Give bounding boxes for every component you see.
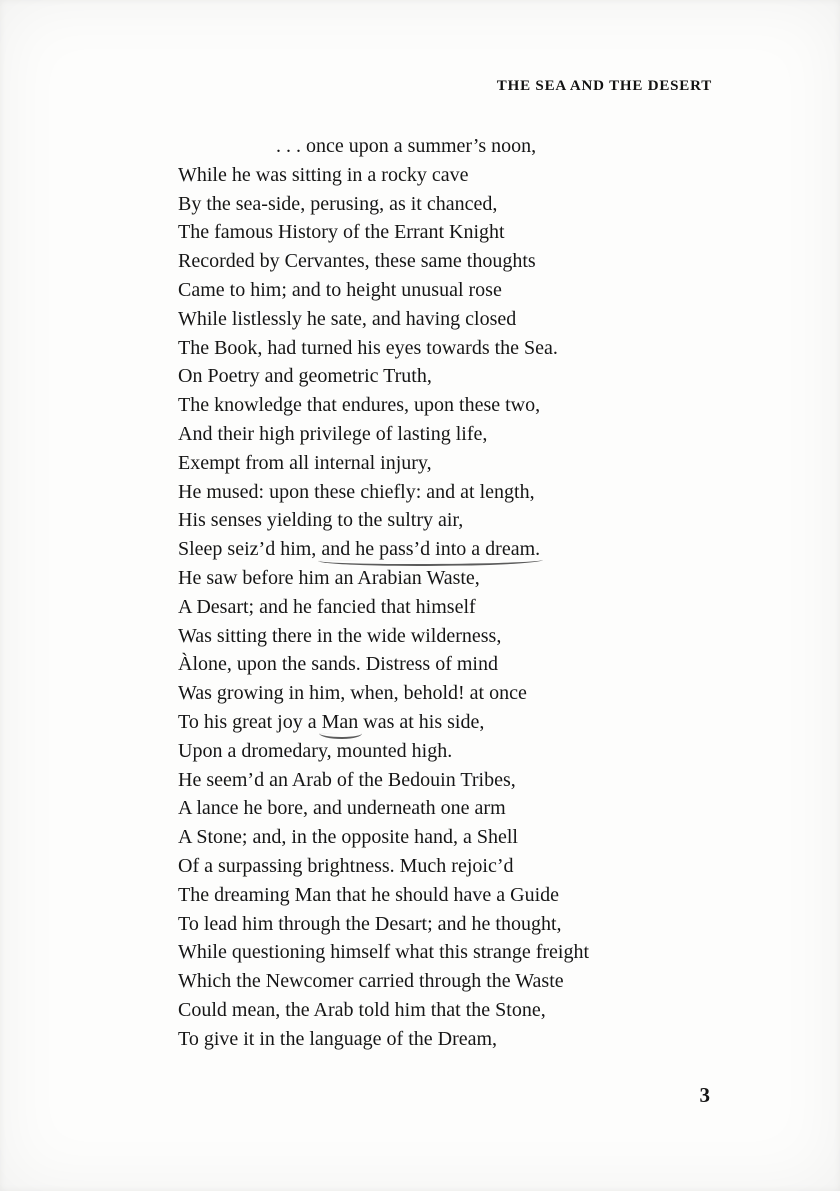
poem-line: Of a surpassing brightness. Much rejoic’d [178, 854, 514, 877]
running-header: THE SEA AND THE DESERT [496, 78, 712, 94]
poem-line: He seem’d an Arab of the Bedouin Tribes, [178, 768, 516, 791]
poem-line: And their high privilege of lasting life, [178, 422, 488, 445]
poem-line: Came to him; and to height unusual rose [178, 278, 502, 301]
poem-line-annotated [178, 708, 738, 737]
poem-line: To lead him through the Desart; and he thought, [178, 912, 562, 935]
poem-line: Could mean, the Arab told him that the Stone, [178, 998, 546, 1021]
poem-line: Which the Newcomer carried through the Waste [178, 970, 564, 993]
poem-line: Was sitting there in the wide wilderness, [178, 624, 502, 647]
poem-line: Was growing in him, when, behold! at once [178, 682, 527, 705]
poem-line: The knowledge that endures, upon these two, [178, 394, 541, 417]
poem-line: Àlone, upon the sands. Distress of mind [178, 653, 498, 676]
poem-line: While questioning himself what this strange freight [178, 941, 590, 964]
poem-line: While he was sitting in a rocky cave [178, 163, 469, 186]
poem-line: While listlessly he sate, and having closed [178, 307, 517, 330]
poem-line: The dreaming Man that he should have a Guide [178, 883, 559, 906]
poem-line-segment: Sleep seiz’d him, [178, 538, 322, 561]
poem-line: . . . once upon a summer’s noon, [276, 135, 537, 157]
poem-line: To give it in the language of the Dream, [178, 1027, 498, 1050]
poem-line: He saw before him an Arabian Waste, [178, 566, 480, 589]
poem-line: His senses yielding to the sultry air, [178, 509, 464, 532]
poem-line: A Desart; and he fancied that himself [178, 595, 476, 618]
poem-line-segment: To his great joy a [178, 710, 322, 733]
poem-line: On Poetry and geometric Truth, [178, 365, 432, 388]
poem-line-segment: was at his side, [358, 710, 485, 733]
poem-line: By the sea-side, perusing, as it chanced, [178, 192, 498, 215]
poem-line: The famous History of the Errant Knight [178, 221, 505, 244]
poem-line: He mused: upon these chiefly: and at length, [178, 480, 535, 503]
poem-line-annotated [178, 535, 738, 564]
poem-line: A lance he bore, and underneath one arm [178, 797, 506, 820]
page-number: 3 [699, 1083, 710, 1107]
pencil-underline-annotation: and he pass’d into a dream. [321, 535, 540, 564]
poem-line: Exempt from all internal injury, [178, 451, 432, 474]
poem-line: Recorded by Cervantes, these same thoughts [178, 250, 536, 273]
poem-line: Upon a dromedary, mounted high. [178, 739, 453, 762]
poem-line: The Book, had turned his eyes towards the Sea. [178, 336, 558, 359]
poem-text-block [178, 132, 738, 1054]
pencil-underline-annotation: Man [322, 708, 359, 737]
poem-line: A Stone; and, in the opposite hand, a Shell [178, 826, 518, 849]
